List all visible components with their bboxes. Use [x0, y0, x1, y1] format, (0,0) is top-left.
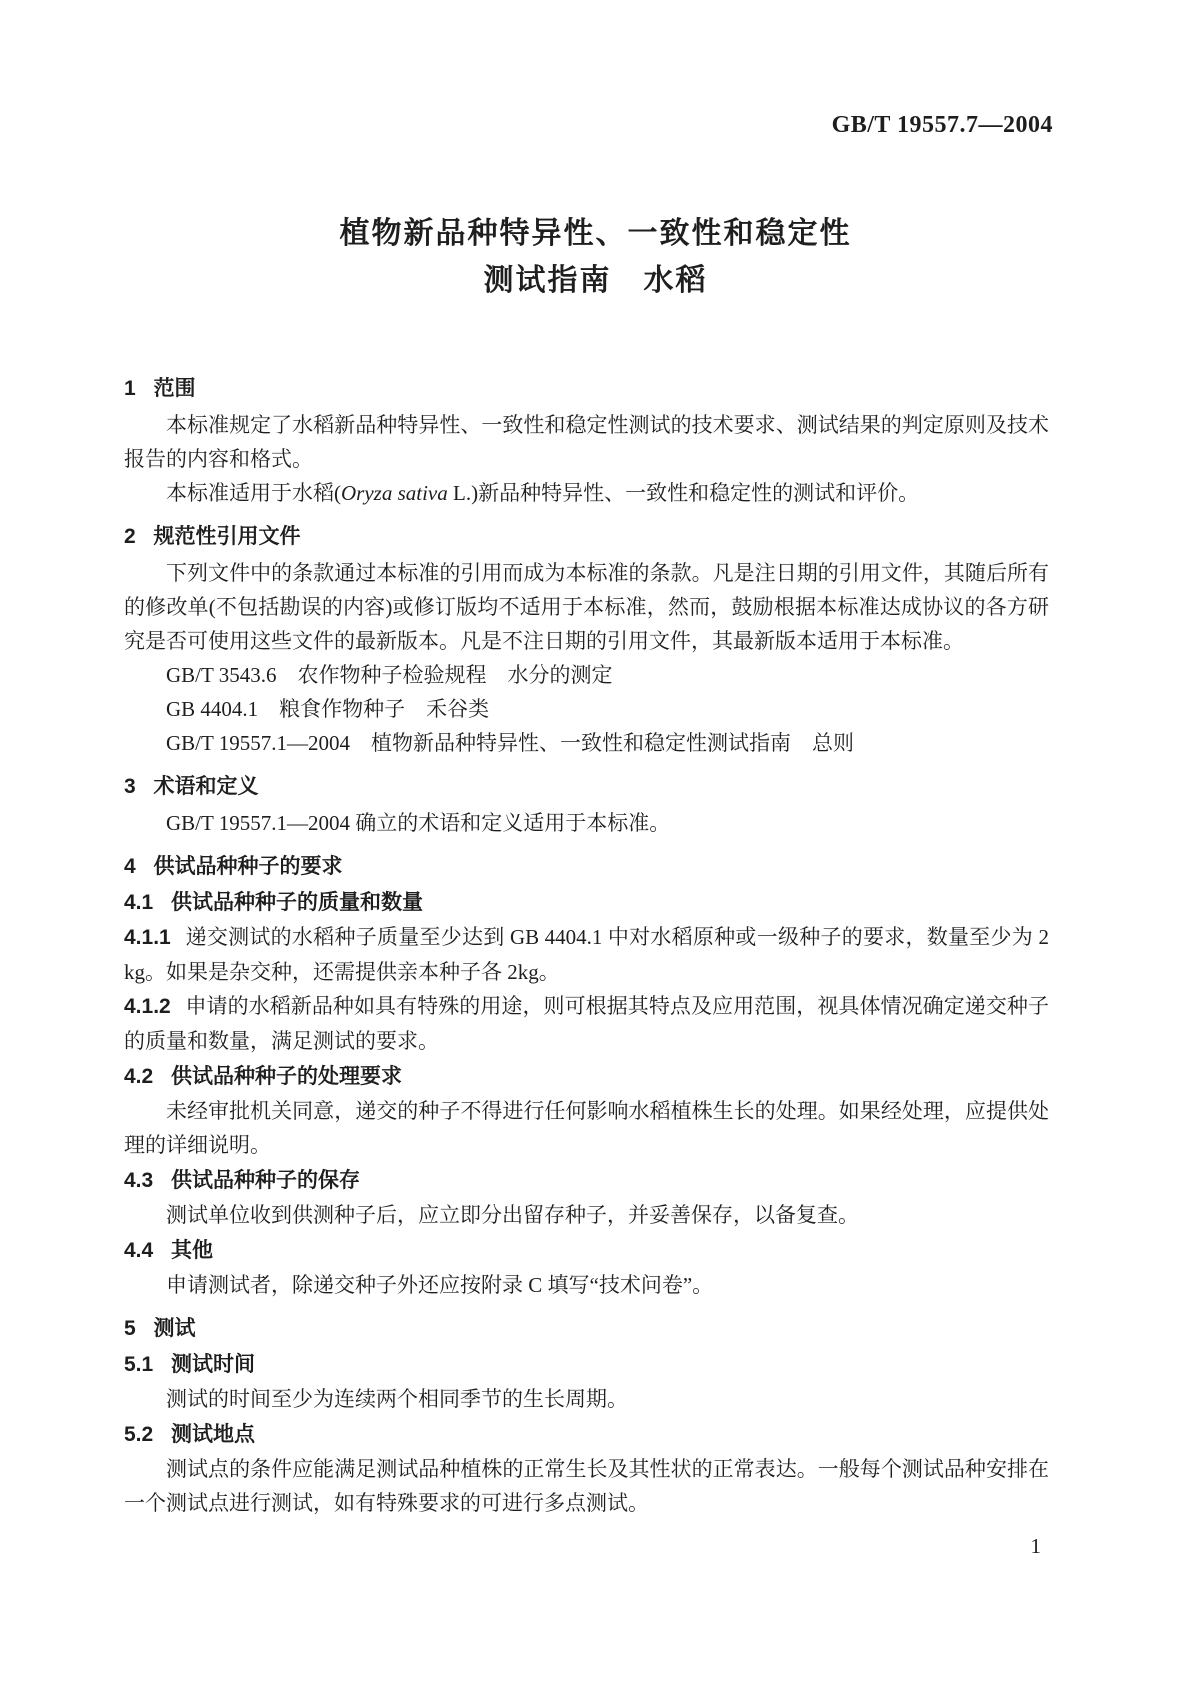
section-4-2-number: 4.2 [124, 1065, 154, 1088]
section-5-2-title: 测试地点 [171, 1423, 256, 1446]
section-2-heading [124, 520, 1049, 554]
section-1-paragraph-1: 本标准规定了水稻新品种特异性、一致性和稳定性测试的技术要求、测试结果的判定原则及技术报告的内容和格式。 [124, 413, 1049, 471]
clause-4-1-2 [124, 989, 1049, 1058]
document-title [0, 210, 1191, 304]
section-5-1-title: 测试时间 [171, 1353, 256, 1376]
section-4-2-heading [124, 1060, 1049, 1094]
section-4-2-paragraph: 未经审批机关同意，递交的种子不得进行任何影响水稻植株生长的处理。如果经处理，应提供处理的详细说明。 [124, 1099, 1049, 1157]
section-5-2-number: 5.2 [124, 1423, 154, 1446]
section-3-paragraph-1: GB/T 19557.1—2004 确立的术语和定义适用于本标准。 [166, 811, 671, 835]
section-2-title: 规范性引用文件 [153, 525, 301, 548]
normative-reference-2: GB 4404.1 粮食作物种子 禾谷类 [166, 697, 490, 721]
section-3-title: 术语和定义 [153, 775, 259, 798]
clause-4-1-1-number: 4.1.1 [124, 926, 171, 949]
species-latin-name: Oryza sativa [341, 481, 448, 505]
section-4-title: 供试品种种子的要求 [153, 855, 343, 878]
section-5-heading [124, 1312, 1049, 1346]
section-4-1-number: 4.1 [124, 891, 154, 914]
section-4-1-heading [124, 886, 1049, 920]
section-1-heading [124, 372, 1049, 406]
document-title-line2: 测试指南 水稻 [483, 264, 708, 297]
section-1-title: 范围 [153, 377, 196, 400]
section-5-number: 5 [124, 1317, 136, 1340]
section-4-4-title: 其他 [171, 1239, 214, 1262]
scope-text-post: 新品种特异性、一致性和稳定性的测试和评价。 [478, 481, 920, 505]
document-body [124, 372, 1049, 1520]
clause-4-1-1-text: 递交测试的水稻种子质量至少达到 GB 4404.1 中对水稻原种或一级种子的要求，数量至少为 2 kg。如果是杂交种，还需提供亲本种子各 2kg。 [124, 925, 1049, 984]
section-4-3-title: 供试品种种子的保存 [171, 1169, 361, 1192]
section-5-title: 测试 [153, 1317, 196, 1340]
clause-4-1-2-text: 申请的水稻新品种如具有特殊的用途，则可根据其特点及应用范围，视具体情况确定递交种子的质量和数量，满足测试的要求。 [124, 994, 1049, 1053]
section-1-paragraph-2 [124, 476, 1049, 510]
section-5-1-heading [124, 1348, 1049, 1382]
species-authority: L.) [447, 481, 479, 505]
normative-reference-1: GB/T 3543.6 农作物种子检验规程 水分的测定 [166, 663, 613, 687]
section-4-heading [124, 850, 1049, 884]
section-3-number: 3 [124, 775, 136, 798]
section-4-4-heading [124, 1234, 1049, 1268]
section-3-heading [124, 770, 1049, 804]
normative-reference-3: GB/T 19557.1—2004 植物新品种特异性、一致性和稳定性测试指南 总则 [166, 731, 854, 755]
section-2-paragraph-1: 下列文件中的条款通过本标准的引用而成为本标准的条款。凡是注日期的引用文件，其随后所有的修改单(不包括勘误的内容)或修订版均不适用于本标准，然而，鼓励根据本标准达成协议的各方研究是否可使用这些文件的最新版本。凡是不注日期的引用文件，其最新版本适用于本标准。 [124, 561, 1049, 653]
clause-4-1-2-number: 4.1.2 [124, 995, 171, 1018]
standard-number: GB/T 19557.7—2004 [831, 112, 1053, 138]
document-title-line1: 植物新品种特异性、一致性和稳定性 [339, 217, 852, 250]
section-4-3-paragraph: 测试单位收到供测种子后，应立即分出留存种子，并妥善保存，以备复查。 [166, 1203, 859, 1227]
section-1-number: 1 [124, 377, 136, 400]
section-5-2-heading [124, 1418, 1049, 1452]
section-4-1-title: 供试品种种子的质量和数量 [171, 891, 424, 914]
section-4-3-heading [124, 1164, 1049, 1198]
section-4-2-title: 供试品种种子的处理要求 [171, 1065, 403, 1088]
clause-4-1-1 [124, 920, 1049, 989]
section-4-4-paragraph: 申请测试者，除递交种子外还应按附录 C 填写“技术问卷”。 [166, 1273, 714, 1297]
section-4-number: 4 [124, 855, 136, 878]
section-5-1-paragraph: 测试的时间至少为连续两个相同季节的生长周期。 [166, 1387, 628, 1411]
section-2-number: 2 [124, 525, 136, 548]
scope-text-pre: 本标准适用于水稻( [166, 481, 341, 505]
page-number: 1 [1030, 1534, 1041, 1558]
section-5-1-number: 5.1 [124, 1353, 154, 1376]
section-5-2-paragraph: 测试点的条件应能满足测试品种植株的正常生长及其性状的正常表达。一般每个测试品种安排在一个测试点进行测试，如有特殊要求的可进行多点测试。 [124, 1457, 1049, 1515]
section-4-4-number: 4.4 [124, 1239, 154, 1262]
section-4-3-number: 4.3 [124, 1169, 154, 1192]
